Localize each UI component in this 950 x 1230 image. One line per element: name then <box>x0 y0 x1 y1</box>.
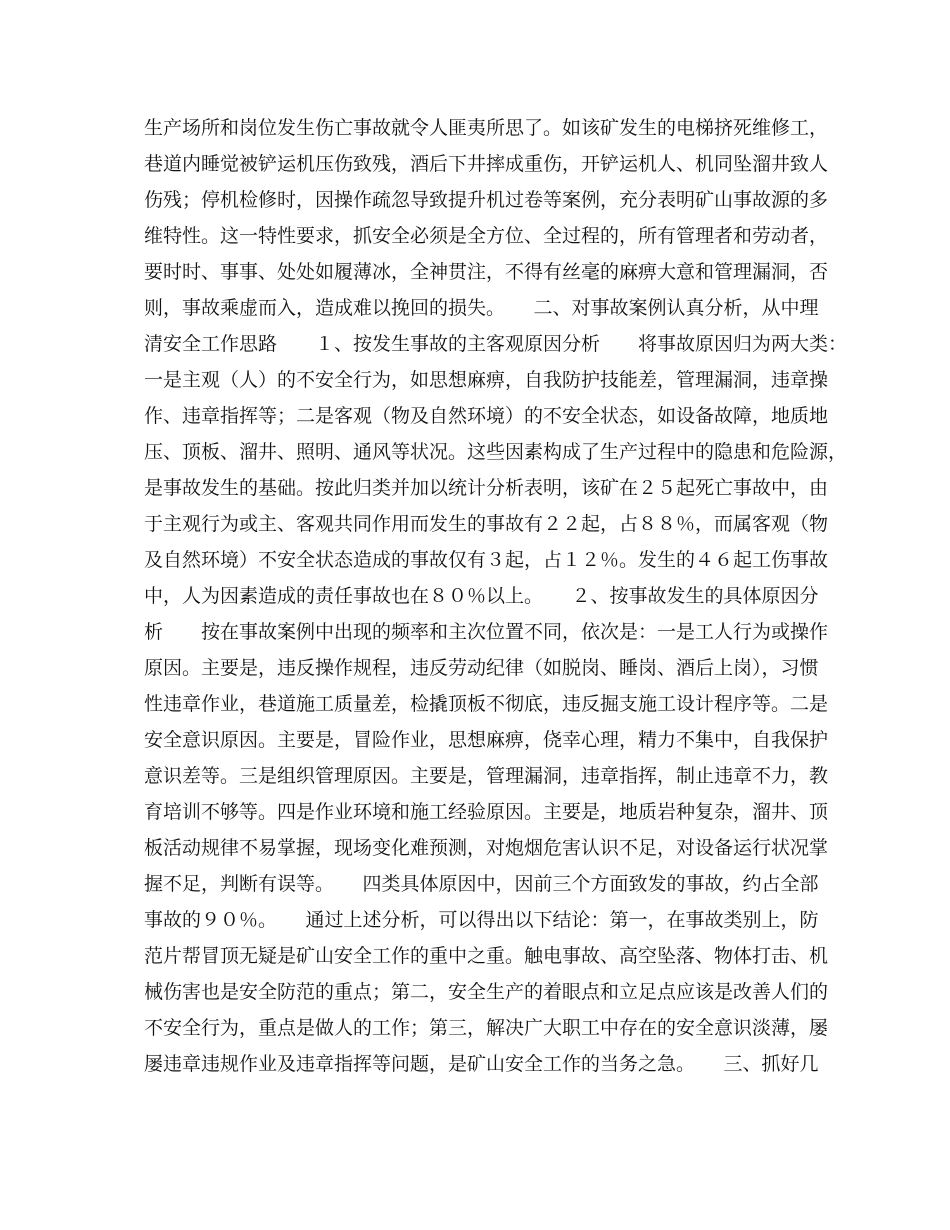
text-line: 安全意识原因。主要是，冒险作业，思想麻痹，侥幸心理，精力不集中，自我保护 <box>144 729 829 751</box>
text-line: 伤残；停机检修时，因操作疏忽导致提升机过卷等案例，充分表明矿山事故源的多 <box>144 189 829 211</box>
text-line: 清安全工作思路 １、按发生事故的主客观原因分析 将事故原因归为两大类： <box>144 333 848 355</box>
text-line: 一是主观（人）的不安全行为，如思想麻痹，自我防护技能差，管理漏洞，违章操 <box>144 369 829 391</box>
text-line: 械伤害也是安全防范的重点；第二，安全生产的着眼点和立足点应该是改善人们的 <box>144 981 829 1003</box>
text-line: 事故的９０％。 通过上述分析，可以得出以下结论：第一，在事故类别上，防 <box>144 909 819 931</box>
text-line: 板活动规律不易掌握，现场变化难预测，对炮烟危害认识不足，对设备运行状况掌 <box>144 837 829 859</box>
text-line: 巷道内睡觉被铲运机压伤致残，酒后下井摔成重伤，开铲运机人、机同坠溜井致人 <box>144 153 829 175</box>
text-line: 中，人为因素造成的责任事故也在８０％以上。 ２、按事故发生的具体原因分 <box>144 585 819 607</box>
text-line: 原因。主要是，违反操作规程，违反劳动纪律（如脱岗、睡岗、酒后上岗），习惯 <box>144 657 819 679</box>
text-line: 性违章作业，巷道施工质量差，检撬顶板不彻底，违反掘支施工设计程序等。二是 <box>144 693 829 715</box>
text-line: 意识差等。三是组织管理原因。主要是，管理漏洞，违章指挥，制止违章不力，教 <box>144 765 829 787</box>
text-line: 维特性。这一特性要求，抓安全必须是全方位、全过程的，所有管理者和劳动者， <box>144 225 829 247</box>
text-line: 不安全行为，重点是做人的工作；第三，解决广大职工中存在的安全意识淡薄，屡 <box>144 1017 829 1039</box>
text-line: 育培训不够等。四是作业环境和施工经验原因。主要是，地质岩种复杂，溜井、顶 <box>144 801 829 823</box>
text-line: 屡违章违规作业及违章指挥等问题，是矿山安全工作的当务之急。 三、抓好几 <box>144 1053 819 1075</box>
text-line: 则，事故乘虚而入，造成难以挽回的损失。 二、对事故案例认真分析，从中理 <box>144 297 819 319</box>
text-line: 及自然环境）不安全状态造成的事故仅有３起，占１２％。发生的４６起工伤事故 <box>144 549 829 571</box>
text-line: 析 按在事故案例中出现的频率和主次位置不同，依次是：一是工人行为或操作 <box>144 621 829 643</box>
text-line: 作、违章指挥等；二是客观（物及自然环境）的不安全状态，如设备故障，地质地 <box>144 405 829 427</box>
text-line: 要时时、事事、处处如履薄冰，全神贯注，不得有丝毫的麻痹大意和管理漏洞，否 <box>144 261 829 283</box>
text-line: 于主观行为或主、客观共同作用而发生的事故有２２起，占８８％，而属客观（物 <box>144 513 829 535</box>
text-line: 生产场所和岗位发生伤亡事故就令人匪夷所思了。如该矿发生的电梯挤死维修工， <box>144 117 829 139</box>
text-line: 压、顶板、溜井、照明、通风等状况。这些因素构成了生产过程中的隐患和危险源， <box>144 441 848 463</box>
text-line: 握不足，判断有误等。 四类具体原因中，因前三个方面致发的事故，约占全部 <box>144 873 819 895</box>
text-line: 范片帮冒顶无疑是矿山安全工作的重中之重。触电事故、高空坠落、物体打击、机 <box>144 945 829 967</box>
text-line: 是事故发生的基础。按此归类并加以统计分析表明，该矿在２５起死亡事故中，由 <box>144 477 829 499</box>
